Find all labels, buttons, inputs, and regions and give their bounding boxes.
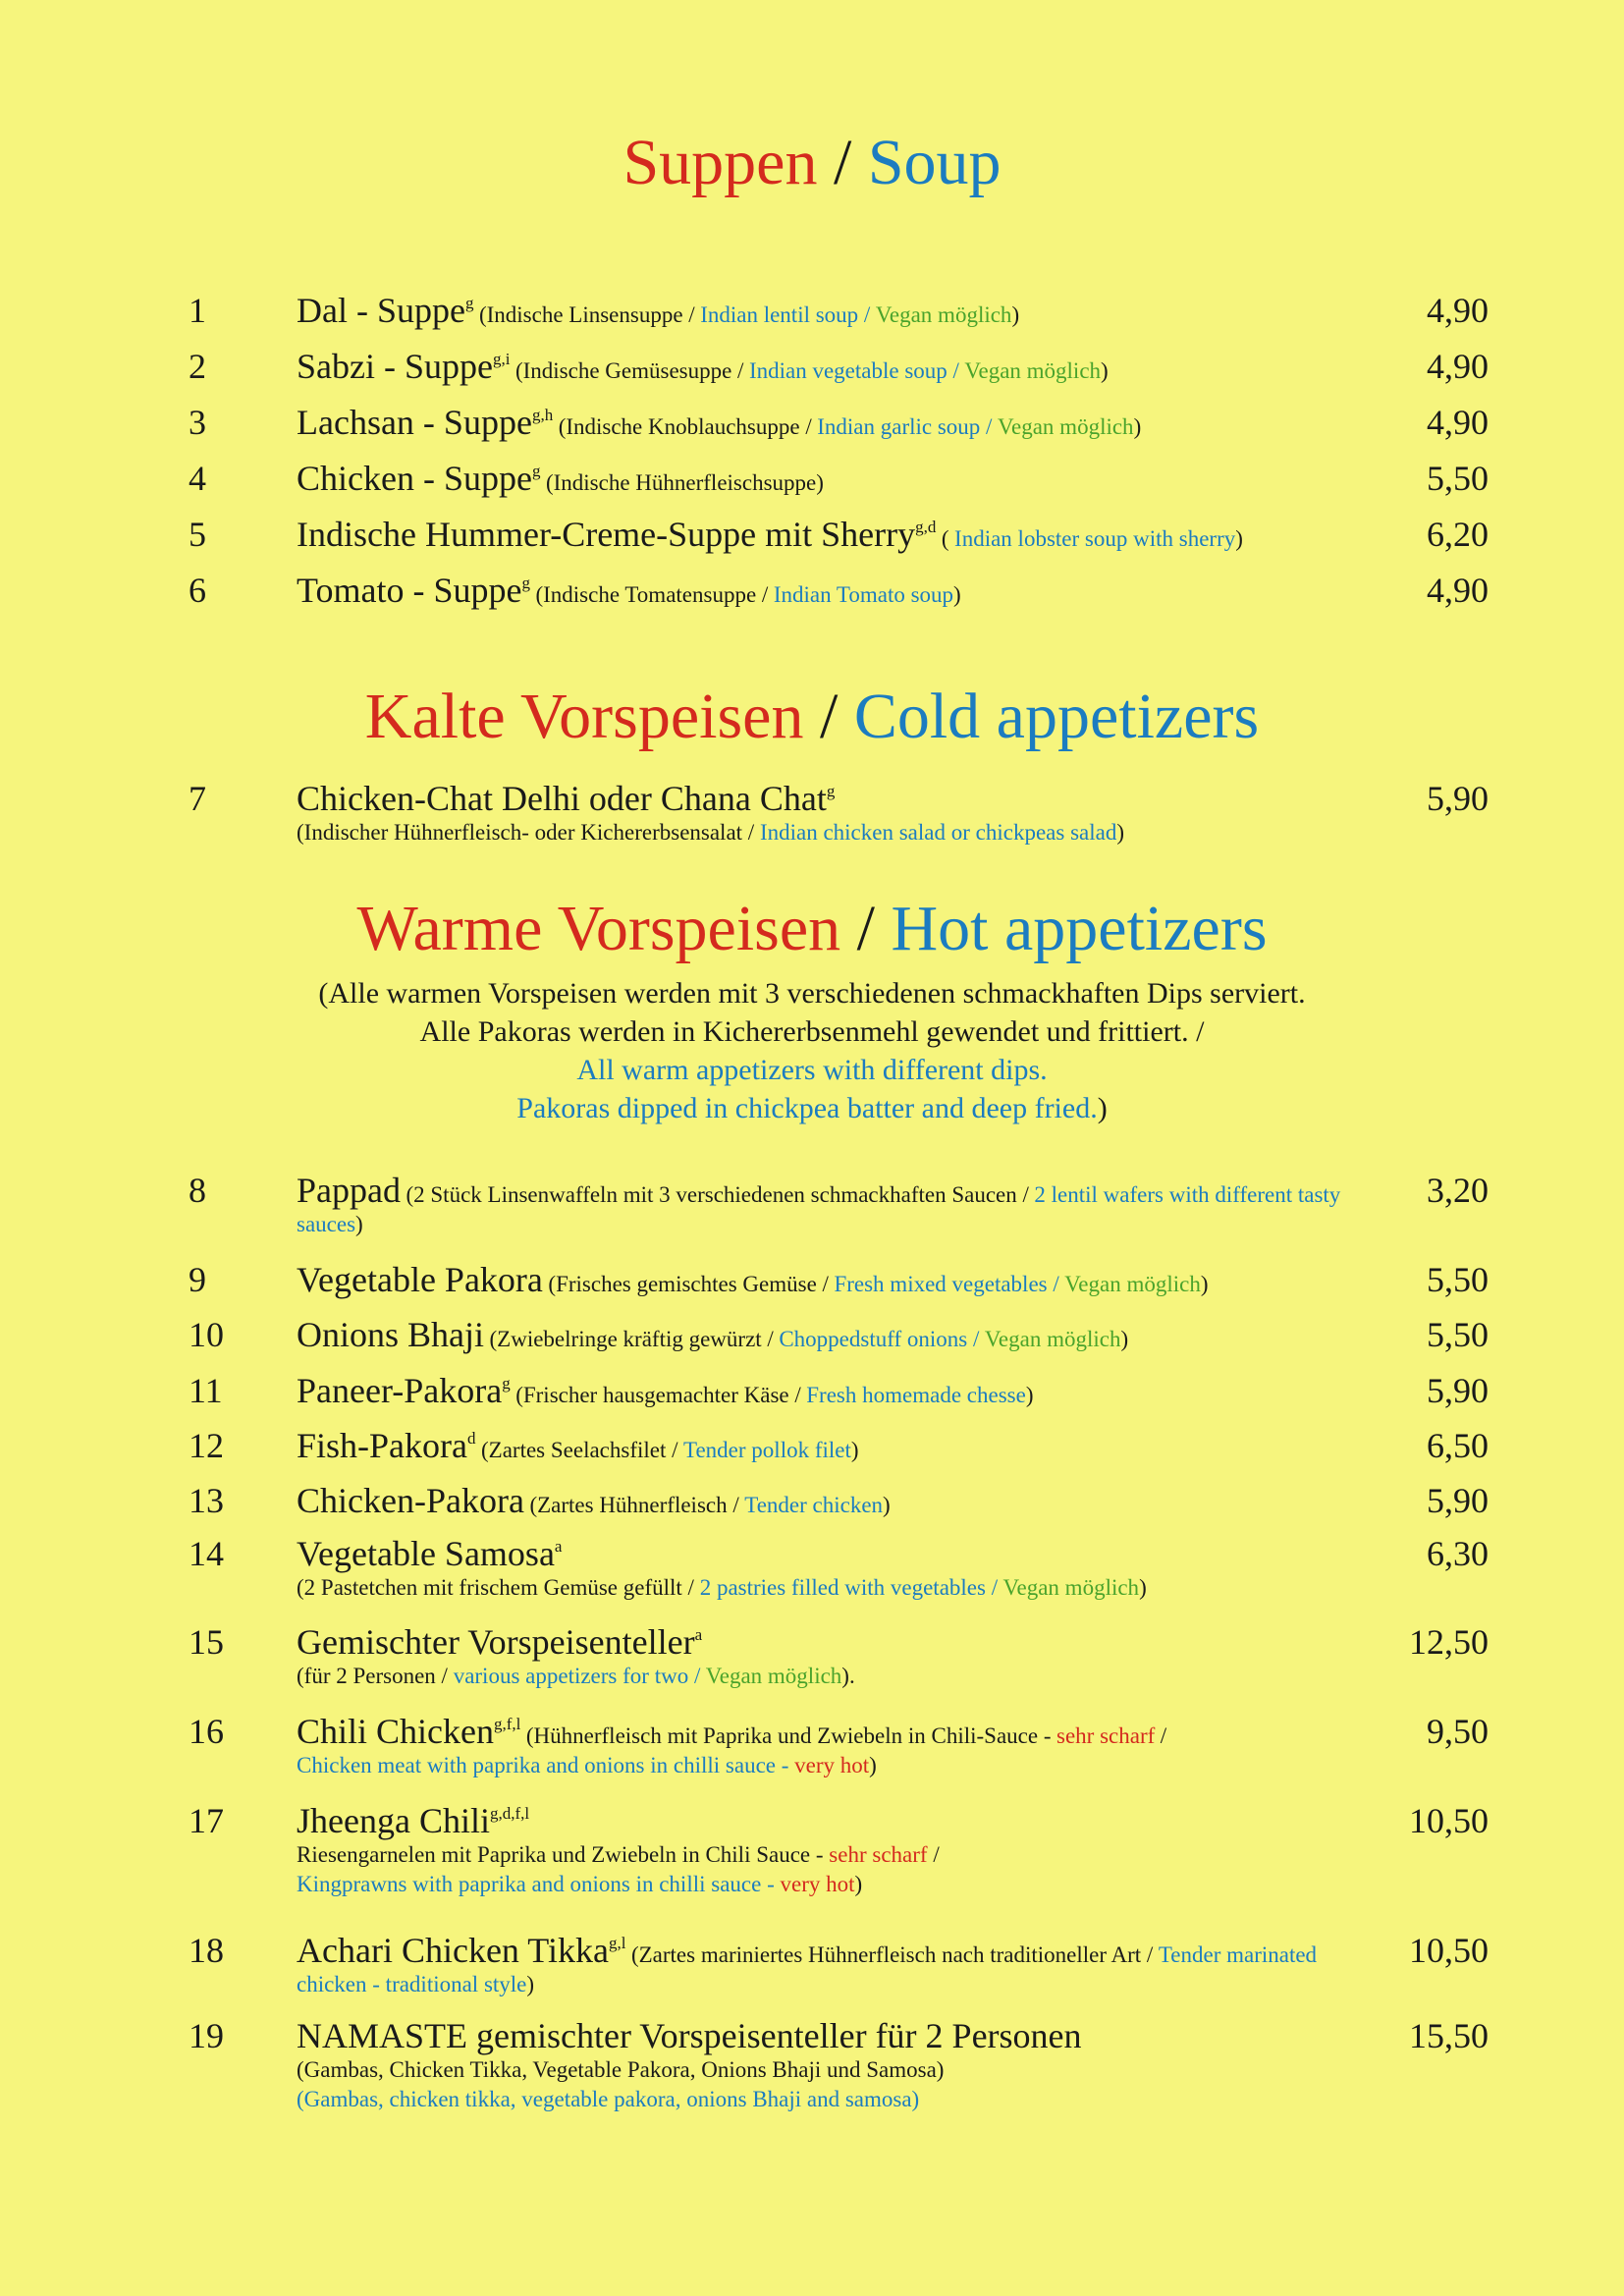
allergen-codes: g — [502, 1374, 511, 1393]
desc-separator: / — [933, 1842, 940, 1867]
item-name: Jheenga Chili — [297, 1801, 490, 1840]
item-number: 5 — [189, 515, 206, 554]
item-price: 5,90 — [1427, 779, 1489, 818]
item-price: 5,90 — [1427, 1371, 1489, 1410]
allergen-codes: g,h — [531, 406, 554, 424]
item-number: 12 — [189, 1426, 224, 1465]
item-subline — [297, 1573, 1377, 1603]
allergen-codes: g,f,l — [494, 1715, 521, 1733]
item-price: 10,50 — [1409, 1931, 1489, 1970]
item-desc-de: (Indische Gemüsesuppe / — [514, 358, 744, 383]
item-name: Lachsan - Suppe — [297, 403, 532, 442]
item-body — [297, 459, 1377, 498]
vegan-note: Vegan möglich — [875, 302, 1012, 327]
item-body — [297, 1371, 1377, 1410]
item-desc-en: Fresh homemade chesse — [806, 1383, 1026, 1407]
item-line — [297, 403, 1377, 442]
item-body — [297, 2016, 1377, 2114]
allergen-codes: g — [531, 462, 541, 480]
item-subline — [297, 1840, 1377, 1870]
hot-intro-close: ) — [1097, 1092, 1108, 1124]
item-number: 16 — [189, 1712, 224, 1751]
item-line — [297, 2016, 1377, 2055]
item-number: 6 — [189, 571, 206, 610]
desc-close: ) — [850, 1438, 859, 1462]
item-body — [297, 1481, 1377, 1520]
vegan-note: Vegan möglich — [1064, 1272, 1201, 1296]
desc-close: ) — [953, 582, 961, 607]
item-desc-en: 2 lentil wafers with different tasty sauces — [297, 1182, 1341, 1236]
item-line — [297, 571, 1377, 610]
item-subline — [297, 1870, 1377, 1899]
item-body — [297, 1260, 1377, 1299]
item-name: Vegetable Samosa — [297, 1534, 555, 1573]
item-subline — [297, 1662, 1377, 1691]
item-subline-en: Indian chicken salad or chickpeas salad — [759, 820, 1117, 845]
section-title-soup-en: Soup — [867, 127, 1001, 198]
item-number: 9 — [189, 1260, 206, 1299]
item-price: 5,50 — [1427, 1315, 1489, 1354]
item-price: 5,50 — [1427, 1260, 1489, 1299]
item-subline-de: (2 Pastetchen mit frischem Gemüse gefüllt / — [297, 1575, 694, 1600]
item-number: 2 — [189, 347, 206, 386]
item-desc-en: Indian vegetable soup / — [748, 358, 959, 383]
item-name: Indische Hummer-Creme-Suppe mit Sherry — [297, 515, 916, 554]
item-name: Vegetable Pakora — [297, 1260, 543, 1299]
item-subline-de: (Gambas, Chicken Tikka, Vegetable Pakora, Onions Bhaji und Samosa) — [297, 2057, 945, 2082]
allergen-codes: g — [464, 294, 474, 312]
title-separator: / — [833, 127, 852, 198]
item-desc-en: Tender marinated chicken - traditional style — [297, 1942, 1318, 1996]
item-line — [297, 779, 1377, 818]
allergen-codes: a — [694, 1625, 703, 1644]
item-subline-en: (Gambas, chicken tikka, vegetable pakora, onions Bhaji and samosa) — [297, 2087, 920, 2111]
item-desc-de: (Frischer hausgemachter Käse / — [515, 1383, 801, 1407]
item-desc-de: (Indische Tomatensuppe / — [535, 582, 769, 607]
item-desc-en: Indian Tomato soup — [773, 582, 954, 607]
item-number: 1 — [189, 291, 206, 330]
item-desc-de: (Zartes Hühnerfleisch / — [529, 1493, 739, 1517]
item-line — [297, 347, 1377, 386]
item-price: 9,50 — [1427, 1712, 1489, 1751]
desc-close: ) — [854, 1872, 863, 1896]
item-name: Dal - Suppe — [297, 291, 465, 330]
item-body — [297, 1931, 1377, 1999]
item-name: Achari Chicken Tikka — [297, 1931, 609, 1970]
hot-intro-de-1: (Alle warmen Vorspeisen werden mit 3 verschiedenen schmackhaften Dips serviert. — [318, 977, 1306, 1010]
desc-close: ) — [526, 1972, 535, 1996]
item-desc-de: (Indische Knoblauchsuppe / — [558, 414, 812, 439]
spicy-label-en: very hot — [780, 1872, 855, 1896]
item-line — [297, 1931, 1377, 1999]
title-separator: / — [819, 681, 839, 752]
section-title-soup — [0, 128, 1624, 199]
item-number: 18 — [189, 1931, 224, 1970]
item-name: Chicken-Chat Delhi oder Chana Chat — [297, 779, 827, 818]
item-line — [297, 1426, 1377, 1465]
item-subline-en: various appetizers for two / — [453, 1664, 701, 1688]
item-desc-de: (Zartes mariniertes Hühnerfleisch nach traditioneller Art / — [630, 1942, 1154, 1967]
item-name: Gemischter Vorspeisenteller — [297, 1622, 695, 1662]
desc-close: ) — [1133, 414, 1142, 439]
item-name: Onions Bhaji — [297, 1315, 485, 1354]
item-body — [297, 1712, 1377, 1780]
hot-intro-en-2: Pakoras dipped in chickpea batter and deep fried. — [516, 1092, 1098, 1124]
vegan-note: Vegan möglich — [964, 358, 1102, 383]
spicy-label-en: very hot — [794, 1753, 870, 1777]
item-desc-en: Indian garlic soup / — [817, 414, 993, 439]
item-price: 4,90 — [1427, 403, 1489, 442]
hot-intro — [0, 974, 1624, 1127]
item-body — [297, 1622, 1377, 1691]
allergen-codes: g,d — [915, 518, 937, 536]
item-number: 19 — [189, 2016, 224, 2055]
item-name: Fish-Pakora — [297, 1426, 467, 1465]
item-desc-de: ( — [941, 526, 949, 551]
item-number: 13 — [189, 1481, 224, 1520]
desc-close: ) — [1116, 820, 1124, 845]
item-desc-en: Tender chicken — [744, 1493, 884, 1517]
item-name: Chicken-Pakora — [297, 1481, 524, 1520]
desc-separator: / — [1160, 1723, 1167, 1748]
allergen-codes: g,i — [492, 350, 511, 368]
item-subline-de: Riesengarnelen mit Paprika und Zwiebeln in Chili Sauce - — [297, 1842, 824, 1867]
item-desc-de: (2 Stück Linsenwaffeln mit 3 verschiedenen schmackhaften Saucen / — [406, 1182, 1029, 1207]
item-desc-en: Tender pollok filet — [683, 1438, 851, 1462]
vegan-note: Vegan möglich — [984, 1327, 1121, 1351]
desc-close: ) — [1139, 1575, 1147, 1600]
item-name: Chili Chicken — [297, 1712, 494, 1751]
spicy-label-de: sehr scharf — [1056, 1723, 1156, 1748]
item-body — [297, 515, 1377, 554]
item-subline — [297, 2085, 1377, 2114]
item-name: Tomato - Suppe — [297, 571, 522, 610]
desc-close: ) — [869, 1753, 877, 1777]
allergen-codes: a — [554, 1537, 563, 1556]
item-line — [297, 1801, 1377, 1840]
item-number: 3 — [189, 403, 206, 442]
section-title-cold-en: Cold appetizers — [853, 681, 1260, 752]
item-name: Chicken - Suppe — [297, 459, 532, 498]
allergen-codes: g,l — [608, 1934, 626, 1952]
item-number: 15 — [189, 1622, 224, 1662]
section-title-soup-de: Suppen — [623, 127, 818, 198]
item-price: 10,50 — [1409, 1801, 1489, 1840]
item-price: 6,30 — [1427, 1534, 1489, 1573]
title-separator: / — [856, 893, 875, 964]
item-line — [297, 1315, 1377, 1354]
item-line — [297, 1171, 1377, 1239]
allergen-codes: d — [467, 1429, 476, 1448]
item-body — [297, 403, 1377, 442]
item-body — [297, 1315, 1377, 1354]
spicy-label-de: sehr scharf — [829, 1842, 928, 1867]
item-number: 7 — [189, 779, 206, 818]
item-desc-de: (Zwiebelringe kräftig gewürzt / — [489, 1327, 774, 1351]
allergen-codes: g — [521, 574, 530, 592]
desc-close: ) — [883, 1493, 891, 1517]
item-price: 4,90 — [1427, 347, 1489, 386]
item-subline-en: Kingprawns with paprika and onions in chilli sauce - — [297, 1872, 775, 1896]
desc-close: ) — [1011, 302, 1020, 327]
section-title-hot — [0, 894, 1624, 965]
item-line — [297, 1260, 1377, 1299]
item-name: Pappad — [297, 1171, 401, 1210]
item-line — [297, 515, 1377, 554]
hot-intro-en-1: All warm appetizers with different dips. — [576, 1054, 1048, 1086]
item-line — [297, 459, 1377, 498]
desc-close: ) — [355, 1212, 363, 1236]
item-number: 10 — [189, 1315, 224, 1354]
desc-close: ) — [1101, 358, 1109, 383]
section-title-hot-en: Hot appetizers — [891, 893, 1268, 964]
item-price: 5,50 — [1427, 459, 1489, 498]
vegan-note: Vegan möglich — [705, 1664, 842, 1688]
item-subline-de: (Indischer Hühnerfleisch- oder Kichererbsensalat / — [297, 820, 755, 845]
item-desc-en: Indian lobster soup with sherry — [954, 526, 1236, 551]
desc-close: ) — [1235, 526, 1243, 551]
item-desc-en: Choppedstuff onions / — [779, 1327, 980, 1351]
item-number: 17 — [189, 1801, 224, 1840]
item-desc-en: Fresh mixed vegetables / — [834, 1272, 1059, 1296]
allergen-codes: g,d,f,l — [489, 1804, 530, 1823]
item-line — [297, 1712, 1377, 1751]
item-body — [297, 1534, 1377, 1603]
item-name: Paneer-Pakora — [297, 1371, 503, 1410]
item-subline-de: (für 2 Personen / — [297, 1664, 448, 1688]
item-number: 14 — [189, 1534, 224, 1573]
item-line — [297, 1481, 1377, 1520]
item-subline — [297, 2055, 1377, 2085]
item-number: 11 — [189, 1371, 223, 1410]
desc-close: ) — [1025, 1383, 1034, 1407]
item-line — [297, 1622, 1377, 1662]
item-name: Sabzi - Suppe — [297, 347, 493, 386]
vegan-note: Vegan möglich — [997, 414, 1134, 439]
item-line — [297, 291, 1377, 330]
item-body — [297, 779, 1377, 847]
item-subline-en: Chicken meat with paprika and onions in chilli sauce - — [297, 1753, 789, 1777]
item-number: 4 — [189, 459, 206, 498]
desc-close: ). — [841, 1664, 855, 1688]
desc-close: ) — [1120, 1327, 1129, 1351]
hot-intro-de-2: Alle Pakoras werden in Kichererbsenmehl gewendet und frittiert. / — [419, 1015, 1205, 1048]
item-price: 6,20 — [1427, 515, 1489, 554]
desc-close: ) — [1200, 1272, 1209, 1296]
item-price: 4,90 — [1427, 571, 1489, 610]
item-number: 8 — [189, 1171, 206, 1210]
item-body — [297, 291, 1377, 330]
item-desc-de: (Hühnerfleisch mit Paprika und Zwiebeln in Chili-Sauce - — [525, 1723, 1052, 1748]
item-line — [297, 1534, 1377, 1573]
item-body — [297, 347, 1377, 386]
item-body — [297, 571, 1377, 610]
item-subline — [297, 818, 1377, 847]
allergen-codes: g — [826, 782, 836, 800]
section-title-cold — [0, 682, 1624, 753]
item-price: 15,50 — [1409, 2016, 1489, 2055]
item-desc-en: Indian lentil soup / — [700, 302, 871, 327]
item-desc-de: (Indische Hühnerfleischsuppe) — [545, 470, 824, 495]
item-subline-en: 2 pastries filled with vegetables / — [699, 1575, 999, 1600]
item-price: 5,90 — [1427, 1481, 1489, 1520]
item-body — [297, 1171, 1377, 1239]
item-subline — [297, 1751, 1377, 1780]
item-price: 3,20 — [1427, 1171, 1489, 1210]
item-price: 4,90 — [1427, 291, 1489, 330]
item-name: NAMASTE gemischter Vorspeisenteller für 2 Personen — [297, 2016, 1082, 2055]
item-body — [297, 1801, 1377, 1899]
item-line — [297, 1371, 1377, 1410]
item-price: 6,50 — [1427, 1426, 1489, 1465]
item-body — [297, 1426, 1377, 1465]
vegan-note: Vegan möglich — [1002, 1575, 1140, 1600]
section-title-hot-de: Warme Vorspeisen — [356, 893, 841, 964]
item-desc-de: (Indische Linsensuppe / — [478, 302, 695, 327]
item-price: 12,50 — [1409, 1622, 1489, 1662]
item-desc-de: (Zartes Seelachsfilet / — [481, 1438, 678, 1462]
item-desc-de: (Frisches gemischtes Gemüse / — [548, 1272, 829, 1296]
section-title-cold-de: Kalte Vorspeisen — [364, 681, 804, 752]
